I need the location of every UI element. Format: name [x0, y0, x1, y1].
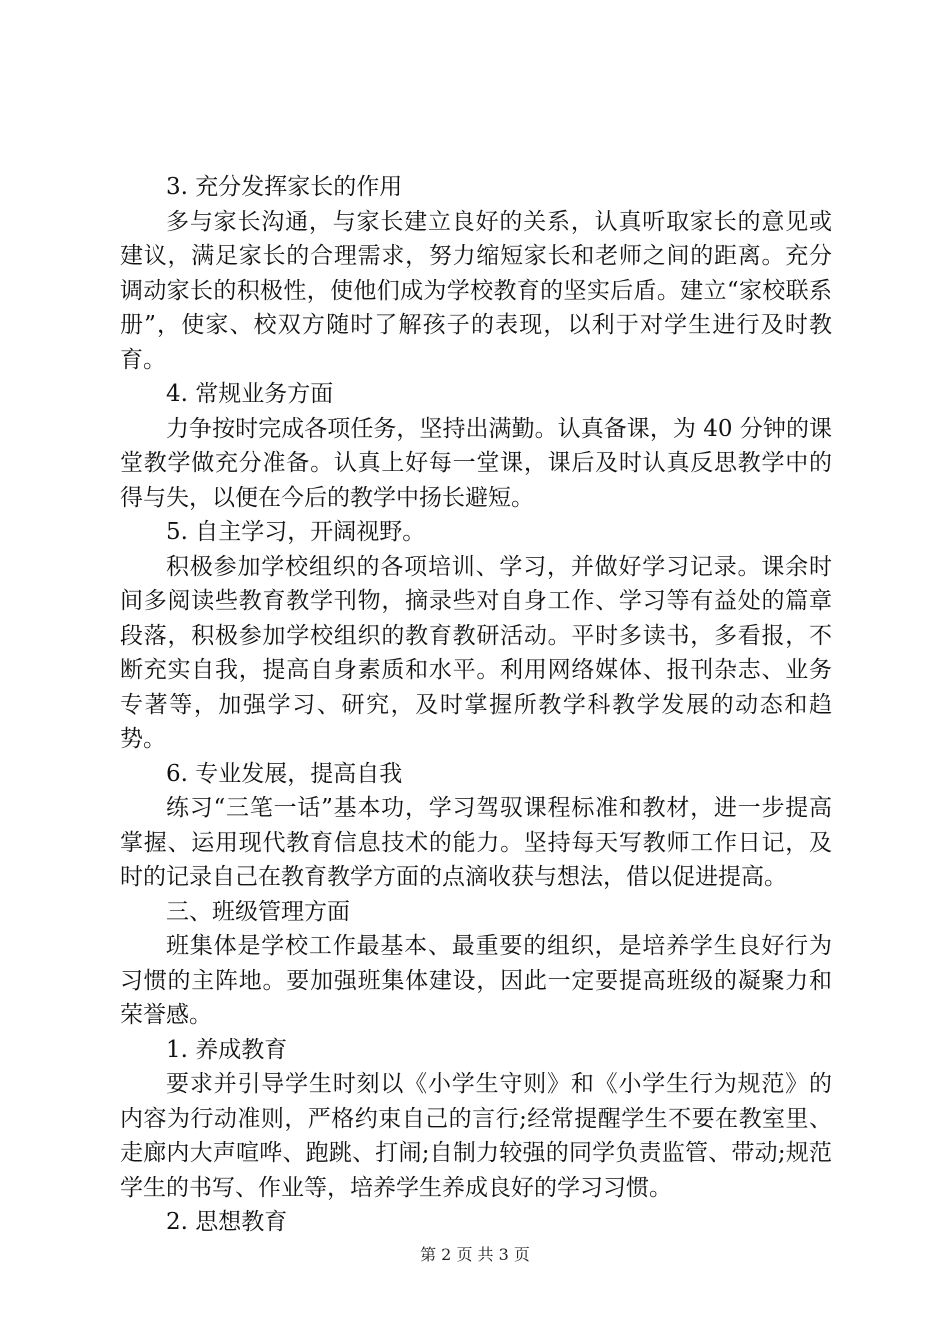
paragraph-self-study: 积极参加学校组织的各项培训、学习，并做好学习记录。课余时间多阅读些教育教学刊物，摘录些对自身工作、学习等有益处的篇章段落，积极参加学校组织的教育教研活动。平时多读书，多看报，不断充实自我，提高自身素质和水平。利用网络媒体、报刊杂志、业务专著等，加强学习、研究，及时掌握所教学科教学发展的动态和趋势。 [120, 553, 832, 752]
heading-professional-development: 6. 专业发展，提高自我 [166, 760, 403, 787]
paragraph-class-management: 班集体是学校工作最基本、最重要的组织，是培养学生良好行为习惯的主阵地。要加强班集体建设，因此一定要提高班级的凝聚力和荣誉感。 [120, 933, 832, 1028]
heading-parent-role: 3. 充分发挥家长的作用 [166, 174, 403, 200]
heading-routine-work: 4. 常规业务方面 [166, 381, 334, 407]
paragraph-parent-communication: 多与家长沟通，与家长建立良好的关系，认真听取家长的意见或建议，满足家长的合理需求，努力缩短家长和老师之间的距离。充分调动家长的积极性，使他们成为学校教育的坚实后盾。建立“家校联系册”，使家、校双方随时了解孩子的表现，以利于对学生进行及时教育。 [120, 208, 832, 373]
heading-habit-education: 1. 养成教育 [166, 1036, 288, 1063]
paragraph-professional-development: 练习“三笔一话”基本功，学习驾驭课程标准和教材，进一步提高掌握、运用现代教育信息技术的能力。坚持每天写教师工作日记，及时的记录自己在教育教学方面的点滴收获与想法，借以促进提高。 [120, 795, 832, 890]
paragraph-routine-work: 力争按时完成各项任务，坚持出满勤。认真备课，为 40 分钟的课堂教学做充分准备。认真上好每一堂课，课后及时认真反思教学中的得与失，以便在今后的教学中扬长避短。 [120, 415, 832, 511]
document-body [120, 170, 832, 1240]
heading-ideological-education: 2. 思想教育 [166, 1209, 288, 1235]
heading-class-management: 三、班级管理方面 [166, 898, 350, 925]
paragraph-habit-education: 要求并引导学生时刻以《小学生守则》和《小学生行为规范》的内容为行动准则，严格约束自己的言行;经常提醒学生不要在教室里、走廊内大声喧哗、跑跳、打闹;自制力较强的同学负责监管、带动;规范学生的书写、作业等，培养学生养成良好的学习习惯。 [120, 1071, 832, 1201]
page-number-footer: 第 2 页 共 3 页 [420, 1245, 530, 1264]
heading-self-study: 5. 自主学习，开阔视野。 [166, 519, 426, 545]
